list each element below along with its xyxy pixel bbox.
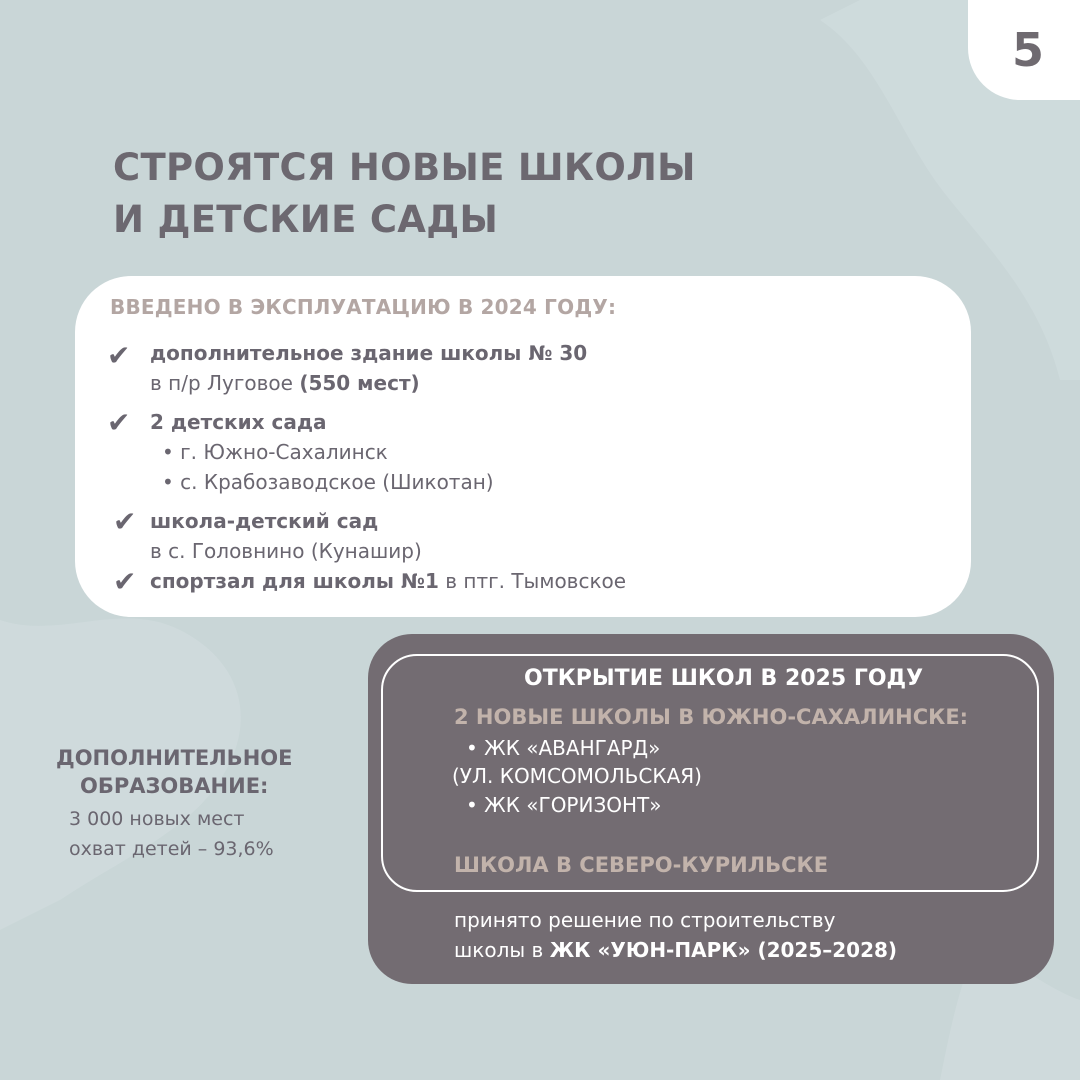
additional-education-coverage: охват детей – 93,6% [69,838,274,860]
list-item-gym [150,566,626,596]
title-line-2: И ДЕТСКИЕ САДЫ [113,198,499,241]
item-detail: в с. Головнино (Кунашир) [150,539,422,563]
sub-item-text: г. Южно-Сахалинск [180,440,388,464]
item-detail: в п/р Луговое [150,371,300,395]
bullet-icon: • [466,736,478,760]
list-sub-item [162,437,388,467]
list-item-school-kindergarten [150,506,378,536]
item-title: спортзал для школы №1 [150,569,439,593]
decision-text: школы в [454,938,550,962]
page-number: 5 [1011,23,1044,77]
list-item-school-30-detail [150,368,420,398]
list-item-kindergartens [150,407,327,437]
sub-item-text: с. Крабозаводское (Шикотан) [180,470,494,494]
list-sub-item [162,467,494,497]
heading-line-1: ДОПОЛНИТЕЛЬНОЕ [56,746,293,770]
page-number-badge [968,0,1080,100]
commissioned-heading: ВВЕДЕНО В ЭКСПЛУАТАЦИЮ В 2024 ГОДУ: [110,295,617,319]
check-icon: ✔ [107,406,131,439]
list-item-school-30 [150,338,587,368]
list-item-school-kindergarten-detail [150,536,422,566]
bullet-text: ЖК «ГОРИЗОНТ» [484,793,662,817]
bullet-text: ЖК «АВАНГАРД» [484,736,661,760]
item-detail: в птг. Тымовское [438,569,627,593]
item-title: 2 детских сада [150,410,327,434]
bullet-icon: • [162,470,174,494]
additional-education-heading [56,744,292,800]
title-line-1: СТРОЯТСЯ НОВЫЕ ШКОЛЫ [113,146,696,189]
decision-bold: ЖК «УЮН-ПАРК» (2025–2028) [549,938,898,962]
openings-avangard-note: (УЛ. КОМСОМОЛЬСКАЯ) [452,764,702,788]
item-title: дополнительное здание школы № 30 [150,341,588,365]
item-detail-bold: (550 мест) [299,371,420,395]
openings-subheading-yuzhno: 2 НОВЫЕ ШКОЛЫ В ЮЖНО-САХАЛИНСКЕ: [454,705,969,729]
openings-heading: ОТКРЫТИЕ ШКОЛ В 2025 ГОДУ [524,666,924,691]
decision-line-2 [454,935,897,965]
item-title: школа-детский сад [150,509,379,533]
bullet-icon: • [162,440,174,464]
additional-education-places: 3 000 новых мест [69,808,245,830]
check-icon: ✔ [113,505,137,538]
check-icon: ✔ [107,339,131,372]
bullet-icon: • [466,793,478,817]
decision-line-1: принято решение по строительству [454,908,836,932]
openings-bullet-gorizont [466,790,662,820]
heading-line-2: ОБРАЗОВАНИЕ: [80,774,269,798]
check-icon: ✔ [113,565,137,598]
openings-bullet-avangard [466,733,660,763]
page-title [113,142,696,246]
openings-subheading-severo: ШКОЛА В СЕВЕРО-КУРИЛЬСКЕ [454,853,829,877]
